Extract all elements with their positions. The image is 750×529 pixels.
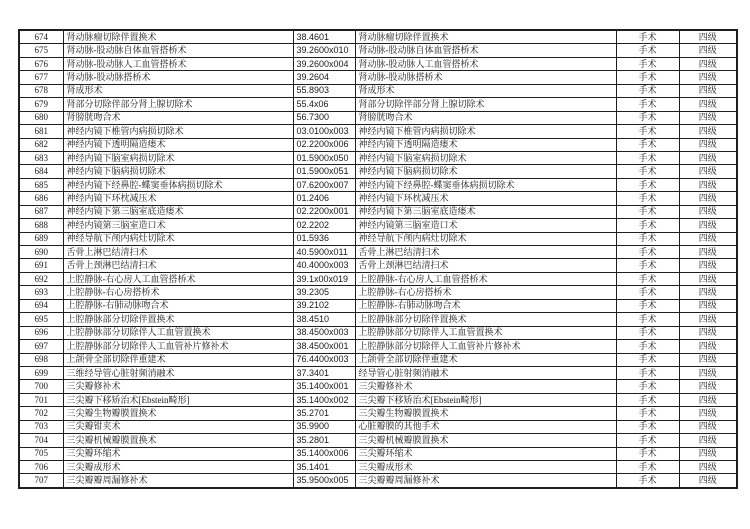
cell-procedure-name: 肾部分切除伴部分肾上腺切除术 — [63, 98, 293, 111]
table-row — [19, 447, 737, 460]
cell-operation-level: 四级 — [679, 165, 737, 178]
cell-operation-category: 手术 — [616, 272, 679, 285]
table-row — [19, 151, 737, 164]
table-row — [19, 272, 737, 285]
cell-procedure-name: 三尖瓣环缩术 — [63, 447, 293, 460]
cell-standard-procedure-name: 上腔静脉-右心房人工血管搭桥术 — [355, 272, 616, 285]
table-row — [19, 246, 737, 259]
cell-procedure-code: 39.1x00x019 — [293, 272, 355, 285]
cell-standard-procedure-name: 肾部分切除伴部分肾上腺切除术 — [355, 98, 616, 111]
cell-operation-category: 手术 — [616, 259, 679, 272]
cell-procedure-name: 上腔静脉部分切除伴人工血管置换术 — [63, 326, 293, 339]
cell-procedure-code: 07.6200x007 — [293, 178, 355, 191]
cell-procedure-code: 35.1401 — [293, 461, 355, 474]
cell-procedure-name: 肾动脉-股动脉自体血管搭桥术 — [63, 44, 293, 57]
cell-operation-level: 四级 — [679, 340, 737, 353]
cell-operation-category: 手术 — [616, 205, 679, 218]
cell-procedure-name: 舌骨上颈淋巴结清扫术 — [63, 259, 293, 272]
cell-row-number: 696 — [19, 326, 63, 339]
cell-operation-level: 四级 — [679, 326, 737, 339]
table-row — [19, 178, 737, 191]
table-row — [19, 57, 737, 70]
cell-operation-level: 四级 — [679, 151, 737, 164]
table-row — [19, 420, 737, 433]
cell-standard-procedure-name: 舌骨上淋巴结清扫术 — [355, 246, 616, 259]
cell-row-number: 695 — [19, 313, 63, 326]
cell-operation-category: 手术 — [616, 407, 679, 420]
cell-row-number: 694 — [19, 299, 63, 312]
cell-procedure-code: 40.4000x003 — [293, 259, 355, 272]
cell-procedure-code: 38.4500x003 — [293, 326, 355, 339]
cell-operation-level: 四级 — [679, 232, 737, 245]
cell-procedure-code: 35.2801 — [293, 434, 355, 447]
cell-procedure-name: 神经内镜第三脑室造口术 — [63, 219, 293, 232]
cell-operation-level: 四级 — [679, 111, 737, 124]
cell-procedure-code: 02.2200x001 — [293, 205, 355, 218]
cell-row-number: 692 — [19, 272, 63, 285]
cell-row-number: 705 — [19, 447, 63, 460]
cell-row-number: 676 — [19, 57, 63, 70]
cell-operation-category: 手术 — [616, 313, 679, 326]
cell-standard-procedure-name: 肾动脉-股动脉人工血管搭桥术 — [355, 57, 616, 70]
cell-row-number: 687 — [19, 205, 63, 218]
cell-procedure-name: 舌骨上淋巴结清扫术 — [63, 246, 293, 259]
cell-operation-level: 四级 — [679, 366, 737, 379]
cell-procedure-code: 38.4601 — [293, 30, 355, 44]
cell-row-number: 688 — [19, 219, 63, 232]
cell-row-number: 674 — [19, 30, 63, 44]
cell-standard-procedure-name: 心脏瓣膜的其他手术 — [355, 420, 616, 433]
cell-procedure-code: 01.5900x050 — [293, 151, 355, 164]
table-row — [19, 125, 737, 138]
cell-procedure-code: 39.2600x010 — [293, 44, 355, 57]
cell-operation-level: 四级 — [679, 393, 737, 406]
cell-operation-category: 手术 — [616, 286, 679, 299]
cell-standard-procedure-name: 三尖瓣瓣周漏修补术 — [355, 474, 616, 488]
cell-row-number: 704 — [19, 434, 63, 447]
cell-operation-category: 手术 — [616, 192, 679, 205]
cell-operation-category: 手术 — [616, 30, 679, 44]
cell-operation-category: 手术 — [616, 71, 679, 84]
cell-procedure-name: 神经内镜下第三脑室底造瘘术 — [63, 205, 293, 218]
cell-procedure-code: 39.2604 — [293, 71, 355, 84]
cell-procedure-name: 肾动脉-股动脉搭桥术 — [63, 71, 293, 84]
cell-procedure-code: 39.2102 — [293, 299, 355, 312]
cell-operation-category: 手术 — [616, 447, 679, 460]
cell-row-number: 700 — [19, 380, 63, 393]
cell-procedure-name: 神经导航下颅内病灶切除术 — [63, 232, 293, 245]
cell-operation-level: 四级 — [679, 71, 737, 84]
cell-row-number: 702 — [19, 407, 63, 420]
cell-standard-procedure-name: 神经内镜下环枕减压术 — [355, 192, 616, 205]
cell-operation-category: 手术 — [616, 461, 679, 474]
cell-row-number: 682 — [19, 138, 63, 151]
cell-procedure-name: 三尖瓣钳夹术 — [63, 420, 293, 433]
cell-procedure-name: 三尖瓣成形术 — [63, 461, 293, 474]
table-row — [19, 30, 737, 44]
cell-operation-level: 四级 — [679, 192, 737, 205]
cell-operation-category: 手术 — [616, 246, 679, 259]
cell-procedure-code: 37.3401 — [293, 366, 355, 379]
cell-operation-level: 四级 — [679, 474, 737, 488]
cell-standard-procedure-name: 神经内镜第三脑室造口术 — [355, 219, 616, 232]
cell-standard-procedure-name: 上腔静脉-右心房搭桥术 — [355, 286, 616, 299]
cell-operation-level: 四级 — [679, 246, 737, 259]
table-row — [19, 434, 737, 447]
cell-procedure-code: 03.0100x003 — [293, 125, 355, 138]
cell-row-number: 689 — [19, 232, 63, 245]
table-row — [19, 366, 737, 379]
table-row — [19, 192, 737, 205]
cell-procedure-name: 上腔静脉-右心房人工血管搭桥术 — [63, 272, 293, 285]
cell-row-number: 680 — [19, 111, 63, 124]
cell-operation-level: 四级 — [679, 420, 737, 433]
cell-procedure-code: 76.4400x003 — [293, 353, 355, 366]
cell-operation-level: 四级 — [679, 353, 737, 366]
cell-standard-procedure-name: 神经内镜下透明隔造瘘术 — [355, 138, 616, 151]
cell-row-number: 693 — [19, 286, 63, 299]
table-row — [19, 461, 737, 474]
cell-row-number: 681 — [19, 125, 63, 138]
cell-row-number: 675 — [19, 44, 63, 57]
cell-procedure-name: 三尖瓣机械瓣膜置换术 — [63, 434, 293, 447]
table-row — [19, 232, 737, 245]
cell-procedure-code: 56.7300 — [293, 111, 355, 124]
cell-operation-level: 四级 — [679, 259, 737, 272]
cell-operation-level: 四级 — [679, 299, 737, 312]
cell-procedure-name: 三尖瓣生物瓣膜置换术 — [63, 407, 293, 420]
cell-row-number: 698 — [19, 353, 63, 366]
cell-operation-category: 手术 — [616, 111, 679, 124]
cell-procedure-name: 三维经导管心脏射频消融术 — [63, 366, 293, 379]
cell-standard-procedure-name: 肾动脉-股动脉搭桥术 — [355, 71, 616, 84]
cell-procedure-name: 上腔静脉-右肺动脉吻合术 — [63, 299, 293, 312]
cell-operation-level: 四级 — [679, 84, 737, 97]
table-row — [19, 219, 737, 232]
procedure-table-body — [19, 30, 737, 488]
cell-row-number: 684 — [19, 165, 63, 178]
cell-procedure-name: 肾成形术 — [63, 84, 293, 97]
cell-operation-category: 手术 — [616, 434, 679, 447]
cell-procedure-code: 39.2305 — [293, 286, 355, 299]
cell-standard-procedure-name: 神经内镜下脑室病损切除术 — [355, 151, 616, 164]
cell-operation-category: 手术 — [616, 178, 679, 191]
cell-standard-procedure-name: 肾动脉瘤切除伴置换术 — [355, 30, 616, 44]
cell-procedure-name: 神经内镜下脑室病损切除术 — [63, 151, 293, 164]
cell-procedure-name: 神经内镜下脑病损切除术 — [63, 165, 293, 178]
cell-standard-procedure-name: 上腔静脉部分切除伴人工血管置换术 — [355, 326, 616, 339]
cell-procedure-code: 02.2200x006 — [293, 138, 355, 151]
cell-procedure-name: 上腔静脉-右心房搭桥术 — [63, 286, 293, 299]
table-row — [19, 71, 737, 84]
cell-operation-level: 四级 — [679, 30, 737, 44]
cell-standard-procedure-name: 三尖瓣机械瓣膜置换术 — [355, 434, 616, 447]
cell-operation-category: 手术 — [616, 353, 679, 366]
cell-operation-category: 手术 — [616, 299, 679, 312]
cell-row-number: 677 — [19, 71, 63, 84]
cell-operation-level: 四级 — [679, 407, 737, 420]
cell-procedure-code: 35.1400x006 — [293, 447, 355, 460]
cell-operation-level: 四级 — [679, 138, 737, 151]
cell-procedure-code: 01.5936 — [293, 232, 355, 245]
cell-standard-procedure-name: 上腔静脉部分切除伴人工血管补片修补术 — [355, 340, 616, 353]
table-row — [19, 407, 737, 420]
cell-operation-category: 手术 — [616, 98, 679, 111]
cell-operation-level: 四级 — [679, 44, 737, 57]
cell-standard-procedure-name: 上颌骨全部切除伴重建术 — [355, 353, 616, 366]
cell-procedure-name: 三尖瓣瓣周漏修补术 — [63, 474, 293, 488]
table-row — [19, 84, 737, 97]
cell-operation-category: 手术 — [616, 84, 679, 97]
cell-procedure-code: 40.5900x011 — [293, 246, 355, 259]
cell-row-number: 678 — [19, 84, 63, 97]
table-row — [19, 313, 737, 326]
cell-operation-category: 手术 — [616, 420, 679, 433]
cell-procedure-code: 35.9500x005 — [293, 474, 355, 488]
table-row — [19, 138, 737, 151]
cell-procedure-name: 神经内镜下透明隔造瘘术 — [63, 138, 293, 151]
cell-operation-category: 手术 — [616, 165, 679, 178]
cell-row-number: 686 — [19, 192, 63, 205]
cell-standard-procedure-name: 三尖瓣下移矫治术[Ebstein畸形] — [355, 393, 616, 406]
cell-standard-procedure-name: 肾成形术 — [355, 84, 616, 97]
cell-procedure-name: 神经内镜下经鼻腔-蝶窦垂体病损切除术 — [63, 178, 293, 191]
table-row — [19, 286, 737, 299]
cell-procedure-code: 35.1400x002 — [293, 393, 355, 406]
cell-procedure-name: 三尖瓣修补术 — [63, 380, 293, 393]
cell-standard-procedure-name: 三尖瓣修补术 — [355, 380, 616, 393]
cell-operation-level: 四级 — [679, 125, 737, 138]
table-row — [19, 259, 737, 272]
cell-procedure-name: 肾动脉-股动脉人工血管搭桥术 — [63, 57, 293, 70]
cell-procedure-name: 肾动脉瘤切除伴置换术 — [63, 30, 293, 44]
table-row — [19, 340, 737, 353]
table-row — [19, 474, 737, 488]
cell-row-number: 701 — [19, 393, 63, 406]
table-row — [19, 393, 737, 406]
table-row — [19, 111, 737, 124]
cell-standard-procedure-name: 肾动脉-股动脉自体血管搭桥术 — [355, 44, 616, 57]
table-row — [19, 44, 737, 57]
cell-row-number: 703 — [19, 420, 63, 433]
cell-row-number: 690 — [19, 246, 63, 259]
cell-operation-category: 手术 — [616, 125, 679, 138]
cell-operation-category: 手术 — [616, 44, 679, 57]
cell-standard-procedure-name: 上腔静脉-右肺动脉吻合术 — [355, 299, 616, 312]
cell-procedure-name: 上腔静脉部分切除伴置换术 — [63, 313, 293, 326]
cell-procedure-code: 35.9900 — [293, 420, 355, 433]
cell-standard-procedure-name: 三尖瓣环缩术 — [355, 447, 616, 460]
cell-operation-level: 四级 — [679, 447, 737, 460]
cell-procedure-name: 神经内镜下环枕减压术 — [63, 192, 293, 205]
cell-operation-level: 四级 — [679, 380, 737, 393]
cell-operation-level: 四级 — [679, 286, 737, 299]
cell-standard-procedure-name: 肾膀胱吻合术 — [355, 111, 616, 124]
table-row — [19, 98, 737, 111]
table-row — [19, 299, 737, 312]
cell-standard-procedure-name: 上腔静脉部分切除伴置换术 — [355, 313, 616, 326]
cell-operation-category: 手术 — [616, 474, 679, 488]
table-row — [19, 380, 737, 393]
cell-row-number: 683 — [19, 151, 63, 164]
cell-operation-category: 手术 — [616, 151, 679, 164]
cell-standard-procedure-name: 神经内镜下经鼻腔-蝶窦垂体病损切除术 — [355, 178, 616, 191]
cell-operation-level: 四级 — [679, 205, 737, 218]
cell-operation-category: 手术 — [616, 393, 679, 406]
cell-standard-procedure-name: 神经内镜下椎管内病损切除术 — [355, 125, 616, 138]
cell-operation-level: 四级 — [679, 313, 737, 326]
cell-operation-level: 四级 — [679, 178, 737, 191]
cell-standard-procedure-name: 三尖瓣成形术 — [355, 461, 616, 474]
cell-operation-level: 四级 — [679, 461, 737, 474]
cell-row-number: 699 — [19, 366, 63, 379]
cell-row-number: 707 — [19, 474, 63, 488]
cell-row-number: 706 — [19, 461, 63, 474]
cell-procedure-code: 55.8903 — [293, 84, 355, 97]
cell-operation-category: 手术 — [616, 366, 679, 379]
cell-operation-level: 四级 — [679, 434, 737, 447]
cell-standard-procedure-name: 神经内镜下第三脑室底造瘘术 — [355, 205, 616, 218]
cell-procedure-name: 神经内镜下椎管内病损切除术 — [63, 125, 293, 138]
cell-row-number: 685 — [19, 178, 63, 191]
cell-procedure-code: 01.2406 — [293, 192, 355, 205]
cell-operation-level: 四级 — [679, 272, 737, 285]
cell-procedure-code: 02.2202 — [293, 219, 355, 232]
table-row — [19, 326, 737, 339]
cell-standard-procedure-name: 神经导航下颅内病灶切除术 — [355, 232, 616, 245]
cell-operation-level: 四级 — [679, 219, 737, 232]
cell-procedure-code: 38.4500x001 — [293, 340, 355, 353]
cell-standard-procedure-name: 经导管心脏射频消融术 — [355, 366, 616, 379]
cell-procedure-code: 35.2701 — [293, 407, 355, 420]
cell-procedure-code: 38.4510 — [293, 313, 355, 326]
cell-standard-procedure-name: 神经内镜下脑病损切除术 — [355, 165, 616, 178]
procedure-table — [18, 29, 738, 489]
cell-procedure-name: 上腔静脉部分切除伴人工血管补片修补术 — [63, 340, 293, 353]
table-row — [19, 165, 737, 178]
cell-operation-category: 手术 — [616, 138, 679, 151]
table-row — [19, 205, 737, 218]
cell-operation-category: 手术 — [616, 380, 679, 393]
cell-operation-category: 手术 — [616, 326, 679, 339]
cell-standard-procedure-name: 舌骨上颈淋巴结清扫术 — [355, 259, 616, 272]
cell-procedure-code: 35.1400x001 — [293, 380, 355, 393]
cell-operation-category: 手术 — [616, 219, 679, 232]
cell-operation-category: 手术 — [616, 232, 679, 245]
cell-procedure-name: 上颌骨全部切除伴重建术 — [63, 353, 293, 366]
cell-procedure-code: 39.2600x004 — [293, 57, 355, 70]
cell-procedure-code: 55.4x06 — [293, 98, 355, 111]
cell-operation-category: 手术 — [616, 57, 679, 70]
table-row — [19, 353, 737, 366]
cell-row-number: 679 — [19, 98, 63, 111]
cell-procedure-name: 肾膀胱吻合术 — [63, 111, 293, 124]
cell-row-number: 691 — [19, 259, 63, 272]
cell-operation-level: 四级 — [679, 98, 737, 111]
cell-row-number: 697 — [19, 340, 63, 353]
cell-procedure-code: 01.5900x051 — [293, 165, 355, 178]
cell-operation-category: 手术 — [616, 340, 679, 353]
cell-procedure-name: 三尖瓣下移矫治术[Ebstein畸形] — [63, 393, 293, 406]
cell-operation-level: 四级 — [679, 57, 737, 70]
cell-standard-procedure-name: 三尖瓣生物瓣膜置换术 — [355, 407, 616, 420]
